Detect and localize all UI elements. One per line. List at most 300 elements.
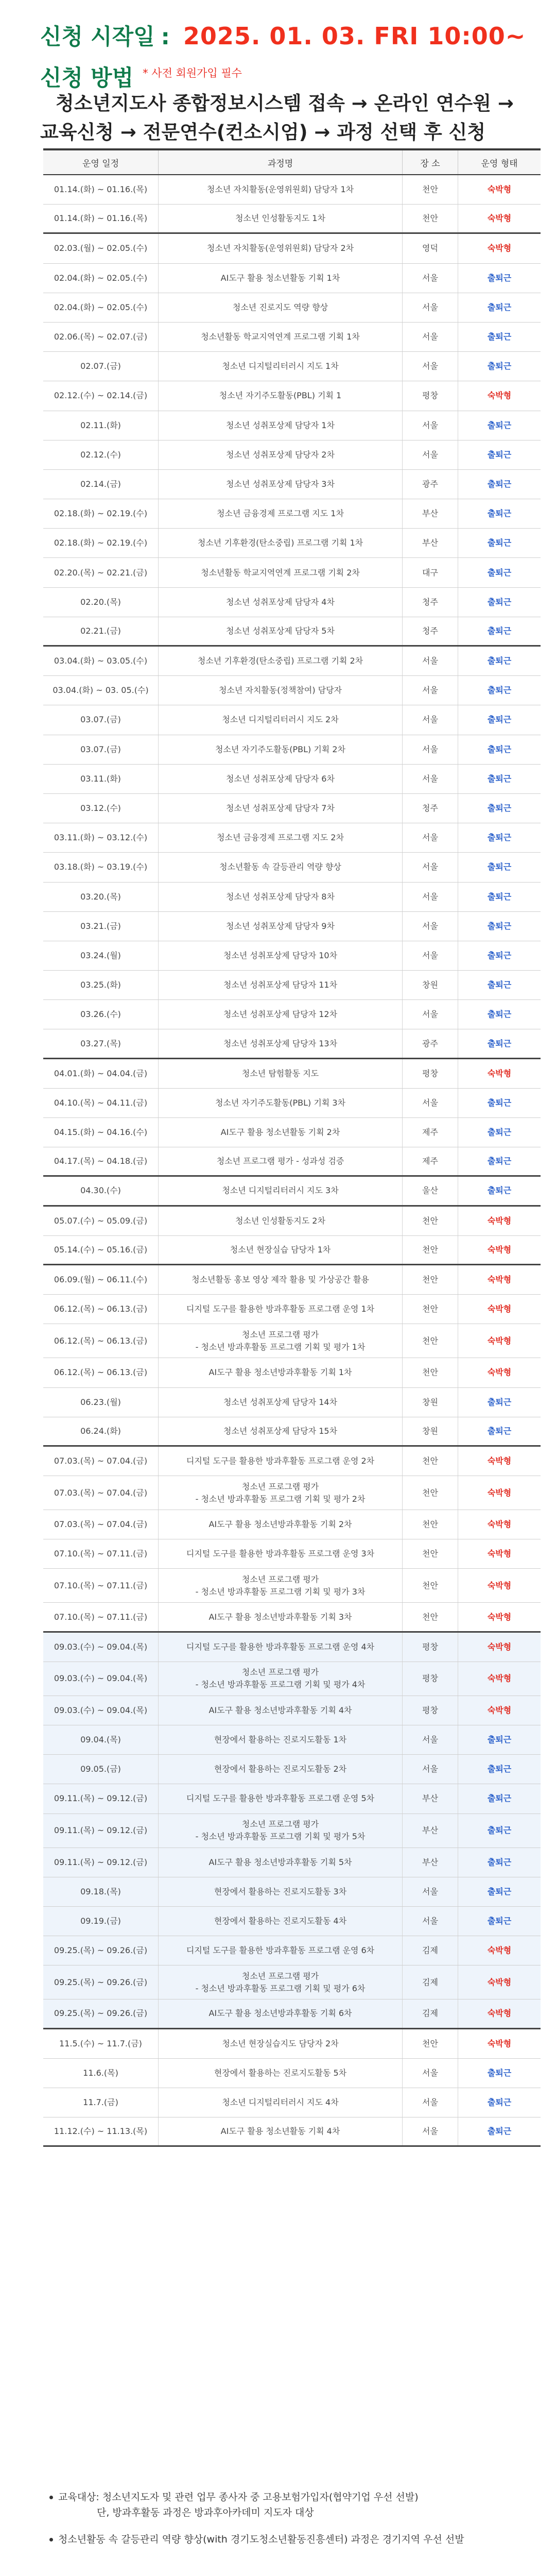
cell-type-text: 출퇴근 (487, 302, 512, 312)
cell-schedule-text: 03.21.(금) (80, 921, 121, 931)
cell-place (403, 1000, 458, 1029)
cell-course (159, 853, 403, 882)
cell-schedule-text: 07.03.(목) ~ 07.04.(금) (54, 1487, 148, 1498)
cell-course-text: 청소년 성취포상제 담당자 6차 (226, 773, 335, 784)
cell-type (458, 2088, 541, 2117)
cell-place-text: 서울 (422, 361, 438, 371)
cell-place-text: 서울 (422, 833, 438, 843)
cell-type (458, 323, 541, 351)
cell-course (159, 1569, 403, 1602)
cell-place-text: 청주 (422, 625, 438, 636)
cell-course (159, 1236, 403, 1264)
cell-course (159, 234, 403, 263)
cell-type-text: 숙박형 (487, 1519, 512, 1530)
cell-type (458, 470, 541, 499)
cell-schedule (43, 1358, 159, 1387)
start-date-line (40, 20, 526, 48)
cell-place (403, 1936, 458, 1965)
cell-course (159, 1784, 403, 1813)
cell-place (403, 705, 458, 734)
cell-type-text: 출퇴근 (487, 1857, 512, 1867)
cell-schedule-text: 02.07.(금) (80, 361, 121, 371)
cell-type-text: 숙박형 (487, 1705, 512, 1715)
cell-type (458, 1814, 541, 1848)
cell-type (458, 1147, 541, 1175)
cell-type-text: 출퇴근 (487, 2067, 512, 2078)
cell-place (403, 1696, 458, 1725)
cell-schedule-text: 02.03.(월) ~ 02.05.(수) (54, 243, 148, 253)
cell-course (159, 1118, 403, 1147)
course-subtitle: - 청소년 방과후활동 프로그램 기획 및 평가 6차 (195, 1983, 366, 1993)
cell-schedule-text: 02.20.(목) ~ 02.21.(금) (54, 567, 148, 578)
cell-course-text: AI도구 활용 청소년방과후활동 기획 5차 (208, 1857, 352, 1867)
cell-type-text: 출퇴근 (487, 1886, 512, 1896)
cell-type (458, 1417, 541, 1445)
cell-schedule-text: 03.11.(화) (80, 773, 121, 784)
cell-type-text: 출퇴근 (487, 980, 512, 990)
table-row (43, 1784, 541, 1814)
cell-place-text: 서울 (422, 656, 438, 666)
cell-schedule-text: 11.7.(금) (83, 2097, 118, 2107)
cell-type (458, 175, 541, 204)
cell-place-text: 평창 (422, 1705, 438, 1715)
table-row (43, 1147, 541, 1177)
cell-course (159, 1177, 403, 1205)
cell-place (403, 1999, 458, 2027)
table-row (43, 883, 541, 912)
cell-place (403, 1147, 458, 1175)
cell-place (403, 1539, 458, 1568)
cell-course-text: 청소년 성취포상제 담당자 7차 (226, 803, 335, 814)
course-subtitle: - 청소년 방과후활동 프로그램 기획 및 평가 1차 (195, 1342, 366, 1352)
footer-text-1: 교육대상: 청소년지도자 및 관련 업무 종사자 중 고용보험가입자(협약기업 우선 선발) (58, 2492, 419, 2503)
cell-course-text: 디지털 도구를 활용한 방과후활동 프로그램 운영 5차 (186, 1793, 375, 1804)
header (0, 0, 556, 145)
cell-type-text: 출퇴근 (487, 332, 512, 342)
cell-schedule (43, 1725, 159, 1754)
cell-place-text: 천안 (422, 1215, 438, 1226)
cell-type (458, 1000, 541, 1029)
cell-schedule-text: 04.10.(목) ~ 04.11.(금) (54, 1097, 148, 1108)
cell-place-text: 서울 (422, 921, 438, 931)
cell-course-text: AI도구 활용 청소년방과후활동 기획 2차 (208, 1519, 352, 1530)
cell-course-text: 청소년 자기주도활동(PBL) 기획 2차 (215, 744, 345, 754)
cell-course (159, 175, 403, 204)
cell-type-text: 출퇴근 (487, 1127, 512, 1138)
cell-course-text: 청소년 현장실습 담당자 1차 (230, 1244, 331, 1255)
cell-type (458, 1603, 541, 1631)
cell-schedule-text: 02.14.(금) (80, 479, 121, 489)
table-row (43, 676, 541, 705)
table-row (43, 971, 541, 1000)
cell-type (458, 1388, 541, 1417)
cell-schedule (43, 647, 159, 675)
cell-type-text: 출퇴근 (487, 1426, 512, 1436)
cell-schedule-text: 05.14.(수) ~ 05.16.(금) (54, 1244, 148, 1255)
cell-course (159, 1000, 403, 1029)
cell-schedule (43, 1569, 159, 1602)
cell-course-text: 청소년 자치활동(운영위원회) 담당자 2차 (206, 243, 354, 253)
table-row (43, 1877, 541, 1907)
cell-course (159, 647, 403, 675)
cell-course (159, 941, 403, 970)
cell-course (159, 411, 403, 440)
table-row (43, 1265, 541, 1295)
cell-course-text: 청소년활동 속 갈등관리 역량 향상 (219, 862, 341, 872)
course-subtitle: - 청소년 방과후활동 프로그램 기획 및 평가 5차 (195, 1832, 366, 1842)
cell-type (458, 676, 541, 705)
cell-type (458, 765, 541, 793)
cell-course (159, 205, 403, 232)
cell-place (403, 853, 458, 882)
cell-place (403, 1388, 458, 1417)
cell-place (403, 1814, 458, 1848)
cell-course (159, 1265, 403, 1294)
cell-type-text: 숙박형 (487, 1367, 512, 1378)
cell-course-text: 디지털 도구를 활용한 방과후활동 프로그램 운영 2차 (186, 1455, 375, 1466)
table-row (43, 912, 541, 941)
cell-schedule (43, 234, 159, 263)
cell-course (159, 293, 403, 322)
cell-place-text: 천안 (422, 1487, 438, 1498)
cell-course (159, 264, 403, 293)
cell-course-text: AI도구 활용 청소년활동 기획 4차 (220, 2126, 340, 2137)
cell-place (403, 1417, 458, 1445)
cell-place-text: 평창 (422, 1068, 438, 1078)
cell-type (458, 2059, 541, 2088)
cell-place (403, 2117, 458, 2145)
cell-schedule-text: 09.03.(수) ~ 09.04.(목) (54, 1641, 148, 1652)
cell-place (403, 1907, 458, 1936)
cell-type (458, 1324, 541, 1358)
cell-schedule-text: 02.06.(목) ~ 02.07.(금) (54, 332, 148, 342)
cell-type-text: 숙박형 (487, 2008, 512, 2019)
cell-place (403, 2059, 458, 2088)
cell-schedule (43, 794, 159, 823)
cell-course (159, 381, 403, 410)
cell-schedule-text: 03.25.(화) (80, 980, 121, 990)
cell-schedule (43, 470, 159, 499)
table-row (43, 2029, 541, 2059)
cell-type (458, 440, 541, 469)
cell-place-text: 평창 (422, 1673, 438, 1684)
cell-place-text: 부산 (422, 509, 438, 519)
cell-schedule-text: 03.26.(수) (80, 1009, 121, 1020)
cell-course-text: 디지털 도구를 활용한 방과후활동 프로그램 운영 3차 (186, 1549, 375, 1559)
cell-place (403, 883, 458, 911)
cell-type (458, 1295, 541, 1324)
cell-schedule (43, 765, 159, 793)
cell-type (458, 1936, 541, 1965)
cell-schedule (43, 1265, 159, 1294)
cell-type-text: 출퇴근 (487, 1038, 512, 1048)
table-row (43, 1907, 541, 1936)
cell-place (403, 2029, 458, 2058)
cell-type (458, 205, 541, 232)
cell-schedule-text: 03.20.(목) (80, 891, 121, 902)
cell-schedule (43, 1633, 159, 1662)
cell-place (403, 1324, 458, 1358)
cell-course-text: 청소년활동 홍보 영상 제작 활용 및 가상공간 활용 (192, 1275, 369, 1285)
cell-type-text: 출퇴근 (487, 1397, 512, 1407)
cell-course-text: AI도구 활용 청소년활동 기획 2차 (220, 1127, 340, 1138)
cell-schedule-text: 06.12.(목) ~ 06.13.(금) (54, 1304, 148, 1314)
cell-place (403, 1177, 458, 1205)
cell-type (458, 1447, 541, 1476)
cell-course (159, 1662, 403, 1696)
cell-course-text: 청소년 성취포상제 담당자 3차 (226, 479, 335, 489)
table-row (43, 2117, 541, 2147)
cell-schedule-text: 02.12.(수) ~ 02.14.(금) (54, 391, 148, 401)
cell-place-text: 천안 (422, 1335, 438, 1346)
table-row (43, 1539, 541, 1569)
cell-schedule-text: 09.05.(금) (80, 1764, 121, 1774)
cell-schedule (43, 1965, 159, 1999)
table-row (43, 1177, 541, 1206)
cell-course-text: 현장에서 활용하는 진로지도활동 5차 (214, 2067, 347, 2078)
cell-type-text: 출퇴근 (487, 950, 512, 960)
cell-schedule-text: 03.07.(금) (80, 744, 121, 754)
cell-schedule-text: 09.11.(목) ~ 09.12.(금) (54, 1857, 148, 1867)
cell-course-text: 청소년 기후환경(탄소중립) 프로그램 기획 2차 (197, 656, 363, 666)
cell-place-text: 천안 (422, 213, 438, 224)
cell-schedule-text: 01.14.(화) ~ 01.16.(목) (54, 184, 148, 195)
table-row (43, 1295, 541, 1324)
cell-course-text: 청소년 현장실습지도 담당자 2차 (222, 2038, 339, 2048)
cell-place (403, 588, 458, 617)
cell-place (403, 1965, 458, 1999)
cell-type-text: 출퇴근 (487, 361, 512, 371)
cell-course (159, 499, 403, 528)
cell-type-text: 출퇴근 (487, 715, 512, 725)
cell-course (159, 2029, 403, 2058)
table-row (43, 853, 541, 882)
table-row (43, 1388, 541, 1417)
cell-course (159, 735, 403, 764)
cell-schedule-text: 03.24.(월) (80, 950, 121, 960)
course-subtitle: - 청소년 방과후활동 프로그램 기획 및 평가 2차 (195, 1494, 366, 1504)
cell-type-text: 출퇴근 (487, 803, 512, 814)
cell-course-text: 청소년 성취포상제 담당자 14차 (223, 1397, 338, 1407)
cell-type-text: 숙박형 (487, 1068, 512, 1078)
cell-place (403, 352, 458, 381)
cell-type (458, 971, 541, 999)
cell-course (159, 1725, 403, 1754)
cell-type (458, 1236, 541, 1264)
cell-schedule-text: 09.19.(금) (80, 1916, 121, 1926)
cell-schedule-text: 02.21.(금) (80, 625, 121, 636)
cell-place-text: 서울 (422, 685, 438, 696)
cell-type (458, 264, 541, 293)
table-row (43, 705, 541, 735)
cell-place-text: 천안 (422, 184, 438, 195)
cell-place-text: 서울 (422, 891, 438, 902)
cell-place (403, 1118, 458, 1147)
cell-schedule (43, 912, 159, 941)
cell-course (159, 1814, 403, 1848)
cell-schedule-text: 09.03.(수) ~ 09.04.(목) (54, 1673, 148, 1684)
course-title: 청소년 프로그램 평가 (241, 1329, 319, 1340)
cell-schedule (43, 1207, 159, 1235)
cell-type (458, 2029, 541, 2058)
cell-schedule (43, 1848, 159, 1877)
cell-place-text: 서울 (422, 302, 438, 312)
cell-type (458, 647, 541, 675)
cell-place-text: 서울 (422, 2126, 438, 2137)
table-row (43, 352, 541, 381)
table-row (43, 1848, 541, 1877)
cell-course-text: 청소년 성취포상제 담당자 4차 (226, 597, 335, 607)
cell-course (159, 1447, 403, 1476)
table-row (43, 1447, 541, 1476)
table-row (43, 1207, 541, 1236)
cell-type-text: 숙박형 (487, 1612, 512, 1622)
cell-place (403, 617, 458, 645)
cell-type-text: 출퇴근 (487, 773, 512, 784)
cell-place-text: 부산 (422, 1793, 438, 1804)
table-row (43, 1633, 541, 1662)
process-line-1: 청소년지도사 종합정보시스템 접속 → 온라인 연수원 → (56, 92, 514, 114)
table-row (43, 1662, 541, 1696)
cell-schedule (43, 352, 159, 381)
footer-note-3 (49, 2532, 544, 2547)
cell-schedule-text: 09.25.(목) ~ 09.26.(금) (54, 2008, 148, 2019)
table-row (43, 323, 541, 352)
course-title: 청소년 프로그램 평가 (241, 1667, 319, 1677)
cell-schedule (43, 705, 159, 734)
cell-schedule (43, 411, 159, 440)
table-row (43, 765, 541, 794)
cell-schedule (43, 676, 159, 705)
cell-place-text: 천안 (422, 1367, 438, 1378)
cell-place (403, 1603, 458, 1631)
cell-type (458, 1848, 541, 1877)
cell-type (458, 1207, 541, 1235)
header-place: 장 소 (403, 150, 458, 174)
cell-place-text: 평창 (422, 1641, 438, 1652)
cell-course-text: 청소년 성취포상제 담당자 11차 (223, 980, 338, 990)
cell-place-text: 제주 (422, 1127, 438, 1138)
cell-place-text: 서울 (422, 449, 438, 460)
cell-place (403, 1784, 458, 1813)
cell-place (403, 794, 458, 823)
cell-schedule-text: 09.11.(목) ~ 09.12.(금) (54, 1825, 148, 1836)
cell-type-text: 숙박형 (487, 1487, 512, 1498)
cell-schedule (43, 1059, 159, 1088)
cell-place-text: 대구 (422, 567, 438, 578)
cell-type-text: 숙박형 (487, 1549, 512, 1559)
cell-course (159, 1755, 403, 1784)
cell-course (159, 588, 403, 617)
cell-schedule-text: 03.12.(수) (80, 803, 121, 814)
cell-type-text: 숙박형 (487, 1304, 512, 1314)
cell-course (159, 1965, 403, 1999)
table-row (43, 941, 541, 971)
cell-course-text: 디지털 도구를 활용한 방과후활동 프로그램 운영 6차 (186, 1945, 375, 1956)
cell-type (458, 1265, 541, 1294)
table-row (43, 1059, 541, 1089)
cell-place (403, 765, 458, 793)
cell-schedule (43, 1388, 159, 1417)
cell-type (458, 1358, 541, 1387)
bullet-icon (49, 2538, 53, 2541)
cell-type (458, 1907, 541, 1936)
cell-type (458, 794, 541, 823)
cell-schedule-text: 02.18.(화) ~ 02.19.(수) (54, 509, 148, 519)
method-line (40, 62, 242, 91)
cell-place-text: 광주 (422, 1038, 438, 1048)
cell-place (403, 234, 458, 263)
cell-course-text: 청소년 금융경제 프로그램 지도 2차 (217, 833, 344, 843)
cell-schedule (43, 1662, 159, 1696)
cell-place (403, 293, 458, 322)
cell-place-text: 서울 (422, 1916, 438, 1926)
cell-course-text: 청소년 성취포상제 담당자 15차 (223, 1426, 338, 1436)
cell-place-text: 김제 (422, 1945, 438, 1956)
table-row (43, 470, 541, 499)
table-row (43, 1603, 541, 1632)
cell-schedule-text: 06.23.(월) (80, 1397, 121, 1407)
cell-place (403, 1877, 458, 1906)
cell-schedule (43, 381, 159, 410)
cell-place (403, 823, 458, 852)
cell-schedule (43, 205, 159, 232)
cell-course (159, 440, 403, 469)
cell-course-text: 청소년 탐험활동 지도 (241, 1068, 319, 1078)
cell-course-text: 청소년 성취포상제 담당자 10차 (223, 950, 338, 960)
table-row (43, 823, 541, 853)
cell-place (403, 941, 458, 970)
cell-type (458, 1877, 541, 1906)
cell-schedule (43, 2117, 159, 2145)
cell-course (159, 617, 403, 645)
cell-schedule (43, 1447, 159, 1476)
table-row (43, 1118, 541, 1147)
cell-type-text: 숙박형 (487, 1275, 512, 1285)
table-row (43, 381, 541, 411)
cell-course (159, 352, 403, 381)
cell-place-text: 서울 (422, 773, 438, 784)
cell-place-text: 제주 (422, 1156, 438, 1166)
cell-course-text: 청소년 인성활동지도 2차 (235, 1215, 325, 1226)
cell-place-text: 서울 (422, 332, 438, 342)
cell-schedule (43, 1784, 159, 1813)
cell-course (159, 912, 403, 941)
cell-schedule-text: 06.12.(목) ~ 06.13.(금) (54, 1335, 148, 1346)
cell-schedule-text: 11.6.(목) (83, 2067, 118, 2078)
cell-type (458, 1476, 541, 1510)
table-row (43, 794, 541, 823)
cell-schedule (43, 735, 159, 764)
cell-schedule (43, 971, 159, 999)
cell-course (159, 1936, 403, 1965)
table-row (43, 647, 541, 676)
cell-type (458, 1089, 541, 1117)
cell-course (159, 1388, 403, 1417)
cell-course-text: 청소년 자기주도활동(PBL) 기획 3차 (215, 1097, 345, 1108)
cell-type (458, 529, 541, 557)
cell-course-text: 청소년 성취포상제 담당자 8차 (226, 891, 335, 902)
cell-course-text: 현장에서 활용하는 진로지도활동 3차 (214, 1886, 347, 1896)
cell-place (403, 1059, 458, 1088)
cell-place-text: 천안 (422, 1519, 438, 1530)
cell-schedule (43, 558, 159, 587)
cell-type (458, 1118, 541, 1147)
cell-place-text: 천안 (422, 1275, 438, 1285)
cell-schedule-text: 05.07.(수) ~ 05.09.(금) (54, 1215, 148, 1226)
cell-type-text: 출퇴근 (487, 273, 512, 283)
cell-schedule (43, 1603, 159, 1631)
